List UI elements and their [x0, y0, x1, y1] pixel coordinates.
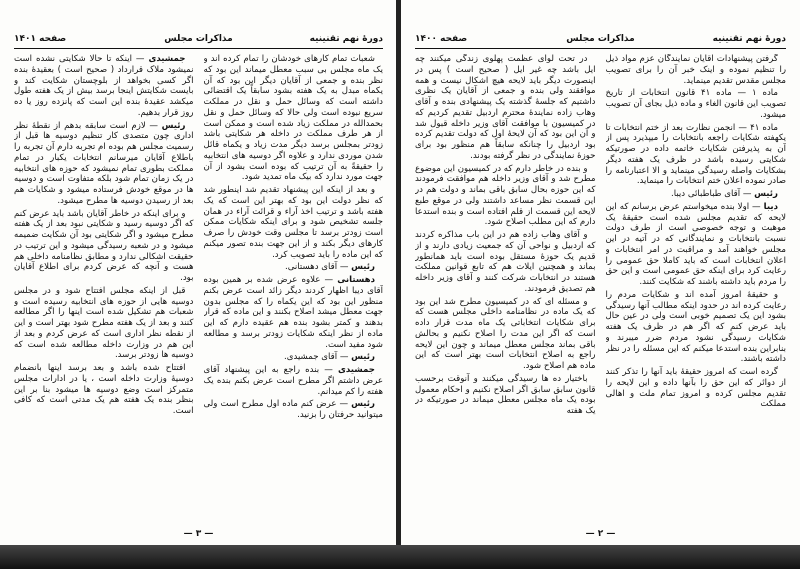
paragraph — [14, 209, 194, 284]
page-number: صفحه ۱۴۰۱ — [14, 34, 67, 44]
paragraph — [204, 352, 384, 363]
speaker-name: دیبا — [763, 201, 778, 212]
paragraph — [415, 54, 596, 162]
speaker-name: رئیس — [351, 352, 375, 363]
paragraph-text: ماده ۴۱ — انجمن نظارت بعد از ختم انتخابات تا یکهفته شکایات راجعه بانتخابات را میپذیرد پس از آن به پذیرفتن شکایات خاتمه داده در صورتیکه شکایتی رسیده باشد در ظرف یک هفته دیگر بشکایات واصله رسیدگی مینماید و الا اعتبارنامه را صادر نموده اعلان ختم انتخابات را مینماید. — [605, 122, 786, 187]
paragraph — [204, 54, 384, 183]
paragraph-text: و آقای وهاب زاده هم در این باب مذاکره کردند که اردبیل و نواحی آن که جمعیت زیادی دارند و از قدیم یک حوزهٔ مستقل بوده است باید همانطور بماند و همچنین ایلات هم که تابع قوانین مملکت هستند در انتخابات شرکت کنند و آقای وزیر داخله هم تصدیق فرمودند. — [415, 230, 596, 294]
running-header — [415, 34, 786, 49]
paragraph — [415, 374, 596, 417]
paragraph-text: — آقای جمشیدی. — [284, 352, 349, 363]
paragraph — [204, 275, 384, 350]
paragraph — [415, 164, 596, 229]
paragraph-text: — آقای دهستانی. — [285, 262, 349, 273]
volume-title: دورهٔ نهم تقنینیه — [309, 34, 383, 44]
paragraph — [415, 230, 596, 295]
speaker-name: دهستانی — [337, 275, 376, 285]
paragraph — [14, 121, 194, 207]
paragraph — [606, 123, 787, 188]
speaker-name: رئیس — [754, 189, 778, 199]
paragraph-text: — اولا بنده میخواستم عرض برسانم که این لایحه که تقدیم مجلس شده است حقیقهٔ یک موهبت و توجه خصوصی است از طرف دولت نسبت بانتخابات و نمایندگانی که در آتیه در این مجلس خواهند آمد و مراقبت در امر انتخابات و اعلان انتخابات است که باید کاملا حق عمومی را رعایت کرد برای اینکه حق عمومی است و این حق را مردم باید داشته باشند که شکایت کنند. — [605, 201, 786, 287]
speaker-name: رئیس — [351, 399, 375, 410]
paragraph-text: و برای اینکه در خاطر آقایان باشد باید عرض کنم که اگر دوسیه رسید و شکایتی نبود بعد از یک هفته مطرح میشود و اگر شکایتی بود آن شکایت ضمیمه میشود و در شعبه رسیدگی میشود و این ترتیب در حقیقت اشکالی ندارد و مطابق نظامنامه داخلی هم هست و آنچه که عرض کردم برای اطلاع آقایان بود. — [14, 208, 194, 283]
paragraph-text: — لازم است سابقه بدهم از نقطهٔ نظر اداری چون متصدی کار تنظیم دوسیه ها قبل از رسمیت مجلس هم بوده ام تجربه دارم آن تجربه را باطلاع آقایان میرسانم انتخابات یکبار در تمام مملکت بطوری تمام نمیشود که حوزه های انتخابیه در یک زمان تمام شود بلکه متفاوت است و دوسیه ها در موقع خودش فرستاده میشود و شکایات هم بعد از رسیدن دوسیه ها مطرح میشود. — [14, 120, 194, 206]
paragraph — [14, 54, 194, 119]
paragraph — [606, 54, 787, 86]
scan-edge — [0, 545, 800, 569]
speaker-name: جمشیدی — [337, 365, 376, 375]
speaker-name: رئیس — [161, 120, 186, 131]
paragraph-text: ماده ۱ — ماده ۴۱ قانون انتخابات از تاریخ تصویب این قانون الغاء و ماده ذیل بجای آن تصویب میشود. — [605, 88, 786, 120]
paragraph — [14, 363, 194, 417]
paragraph — [204, 262, 384, 273]
column-right — [204, 54, 384, 523]
publication-title: مذاکرات مجلس — [566, 34, 635, 44]
paragraph — [14, 286, 194, 361]
speaker-name: رئیس — [351, 262, 375, 273]
page-footer-number: — ۳ — — [183, 529, 214, 539]
paragraph — [606, 290, 787, 365]
paragraph — [606, 189, 787, 200]
paragraph-text: شعبات تمام کارهای خودشان را تمام کرده اند و یک ماه مجلس بی سبب معطل میماند این بود که نظر بنده و جمعی از آقایان دیگر این بود که آن یکماه مبدل به یک هفته بشود سابقاً یک اقتضائی داشته است که وسائل حمل و نقل در مملکت سریع نبوده است ولی حالا که وسائل حمل و نقل بحمدالله در مملکت زیاد شده است و ممکن است از هر طرف مملکت در داخله هر شکایتی باشد زودتر بمجلس برسد دیگر مدت زیاد و یکماه قائل شدن موردی ندارد و علاوه اگر دوسیه های انتخابیه را حقیقةً به آن ترتیب که بوده است بشود از آن جهت مورد ندارد که بیک ماه تمدید شود. — [203, 54, 383, 183]
page-right — [401, 0, 800, 545]
page-left — [0, 0, 397, 545]
paragraph-text: باختیار ده ها رسیدگی میکنند و آنوقت برحسب قانون سابق سابق اگر اصلاح نکنیم و احکام معمول بوده یک ماه مجلس معطل میماند در صورتیکه در یک هفته — [415, 373, 596, 416]
paragraph-text: و بنده در خاطر دارم که در کمیسیون این موضوع مطرح شد و آقای وزیر داخله هم موافقت فرمودند که این حوزه بحال سابق باقی بماند و دولت هم در این قسمت نظر مساعد داشتند ولی در موقع طبع لایحه این قسمت از قلم افتاده است و بنده استدعا دارم که این مطلب اصلاح شود. — [415, 163, 596, 228]
paragraph-text: — بنده راجع به این پیشنهاد آقای عرض داشتم اگر مطرح است عرض بکنم بنده یک هفته را کم میدانم. — [203, 365, 383, 397]
paragraph-text: — علاوه عرض شده بر همین بوده آقای دیبا اظهار کردند دیگر زائد است عرض بکنم منظور این بود که این یکماه را که مجلس بدون جهت معطل میشد اصلاح بکنند و این ماده که قرار بدهند و کمتر بشود بنده هم عقیده دارم که این ماده از نظر اینکه شکایات زودتر برسد و مطالعه شود مفید است. — [203, 275, 383, 350]
speaker-name: جمشیدی — [148, 54, 186, 64]
paragraph-text: و مسئله ای که در کمیسیون مطرح شد این بود که یک ماده در نظامنامه داخلی مجلس هست که برای شکایات انتخاباتی یک ماه مدت قرار داده است که اگر این مدت را اصلاح نکنیم و بحالش باقی بماند مجلس معطل میماند و چون این لایحه راجع به اصلاح انتخابات است بهتر است که این ماده هم اصلاح شود. — [415, 296, 596, 371]
paragraph-text: و بعد از اینکه این پیشنهاد تقدیم شد اینطور شد که نظر دولت این بود که بهتر این است که یک هفته باشد و ترتیب اخذ آراء و قرائت آراء در همان جلسه تشخیص شود و برای اینکه شکایات ممکن است زودتر برسد تا مجلس وقت خودش را صرف کارهای دیگر بکند و از این جهت بنده تصور میکنم که این ماده را باید تصویب کرد. — [203, 185, 383, 260]
paragraph-text: گرده است که امروز حقیقهٔ باید آنها را تذکر کنند از دوائر که این حق را بآنها داده و این لایحه را تقدیم مجلس کرده و امروز تمام ملت و اهالی مملکت — [605, 367, 786, 410]
text-columns — [415, 54, 786, 523]
paragraph-text: قبل از اینکه مجلس افتتاح شود و در مجلس دوسیه هایی از حوزه های انتخابیه رسیده است و شعبات هم تشکیل شده است اینها را اگر مطالعه کنند و بعد از یک هفته مطرح شود بهتر است و این از نقطه نظر اداری است که عرض کردم و بعد از این هم در وزارت داخله مطالعه شده است که دوسیه ها زودتر برسد. — [14, 285, 194, 361]
paragraph-text: در تحت لوای عظمت پهلوی زندگی میکنند چه ایل باشد چه غیر ایل ( صحیح است ) پس در اینصورت دیگر باید لایحه هیچ اشکال نیست و همه موافقند ولی بنده و جمعی از آقایان یک نظری داشتیم که جلسهٔ گذشته یک پیشنهادی بنده و آقای وهاب زاده نمایندهٔ محترم اردبیل تقدیم کردیم که در کمیسیون با موافقت آقای وزیر داخله قبول شد و آن این بود که آن لایحهٔ اول که دولت تقدیم کرده بود اردبیل را چنانکه سابقاً هم منظور بود برای حوزهٔ نمایندگی در نظر گرفته بودند. — [415, 54, 596, 161]
paragraph-text: گرفتن پیشنهادات آقایان نمایندگان عزم مواد ذیل را تنظیم نموده و اینک خبر آن را برای تصویب مجلس مقدس تقدیم مینماید. — [605, 54, 786, 86]
paragraph-text: افتتاح شده باشد و بعد برسد اینها بانضمام دوسیهٔ وزارت داخله است ، یا در ادارات مجلس متمرکز است وضع دوسیه ها میشود بنا بر این بنظر بنده یک هفته هم یک مدتی است که کافی است. — [14, 363, 194, 416]
paragraph — [204, 365, 384, 397]
paragraph-text: — اینکه تا حالا شکایتی نشده است نمیشود ملاک قرارداد ( صحیح است ) بعقیدهٔ بنده اگر کسی بخواهد از بلوچستان شکایت کند و بایست شکایتش اینجا برسد بیش از یک هفته طول میکشد عقیدهٔ بنده این است که پانزده روز یا ده روز قرار بدهیم. — [14, 54, 194, 118]
running-header — [14, 34, 383, 49]
column-left — [14, 54, 194, 523]
paragraph — [606, 88, 787, 120]
text-columns — [14, 54, 383, 523]
column-right — [606, 54, 787, 523]
page-footer-number: — ۲ — — [585, 529, 616, 539]
publication-title: مذاکرات مجلس — [164, 34, 233, 44]
paragraph — [415, 297, 596, 372]
volume-title: دورهٔ نهم تقنینیه — [712, 34, 786, 44]
paragraph-text: — عرض کنم ماده اول مطرح است ولی میتوانید حرفتان را بزنید. — [203, 399, 383, 420]
paragraph-text: — آقای طباطبائی دیبا. — [670, 189, 752, 199]
paragraph — [606, 202, 787, 288]
paragraph-text: و حقیقهٔ امروز آمده اند و شکایات مردم را رعایت کرده اند در حدود اینکه مطالب آنها رسیدگی بشود این یک تصمیم خوبی است ولی در عین حال باید عرض کنم که اگر هم در ظرف یک هفته شکایات رسیدگی نشود مردم ضرر میبرند و بنابراین بنده استدعا میکنم که این مسئله را در نظر داشته باشند. — [605, 289, 786, 365]
paragraph — [204, 399, 384, 421]
paragraph — [606, 367, 787, 410]
paragraph — [204, 185, 384, 260]
column-left — [415, 54, 596, 523]
page-number: صفحه ۱۴۰۰ — [415, 34, 468, 44]
